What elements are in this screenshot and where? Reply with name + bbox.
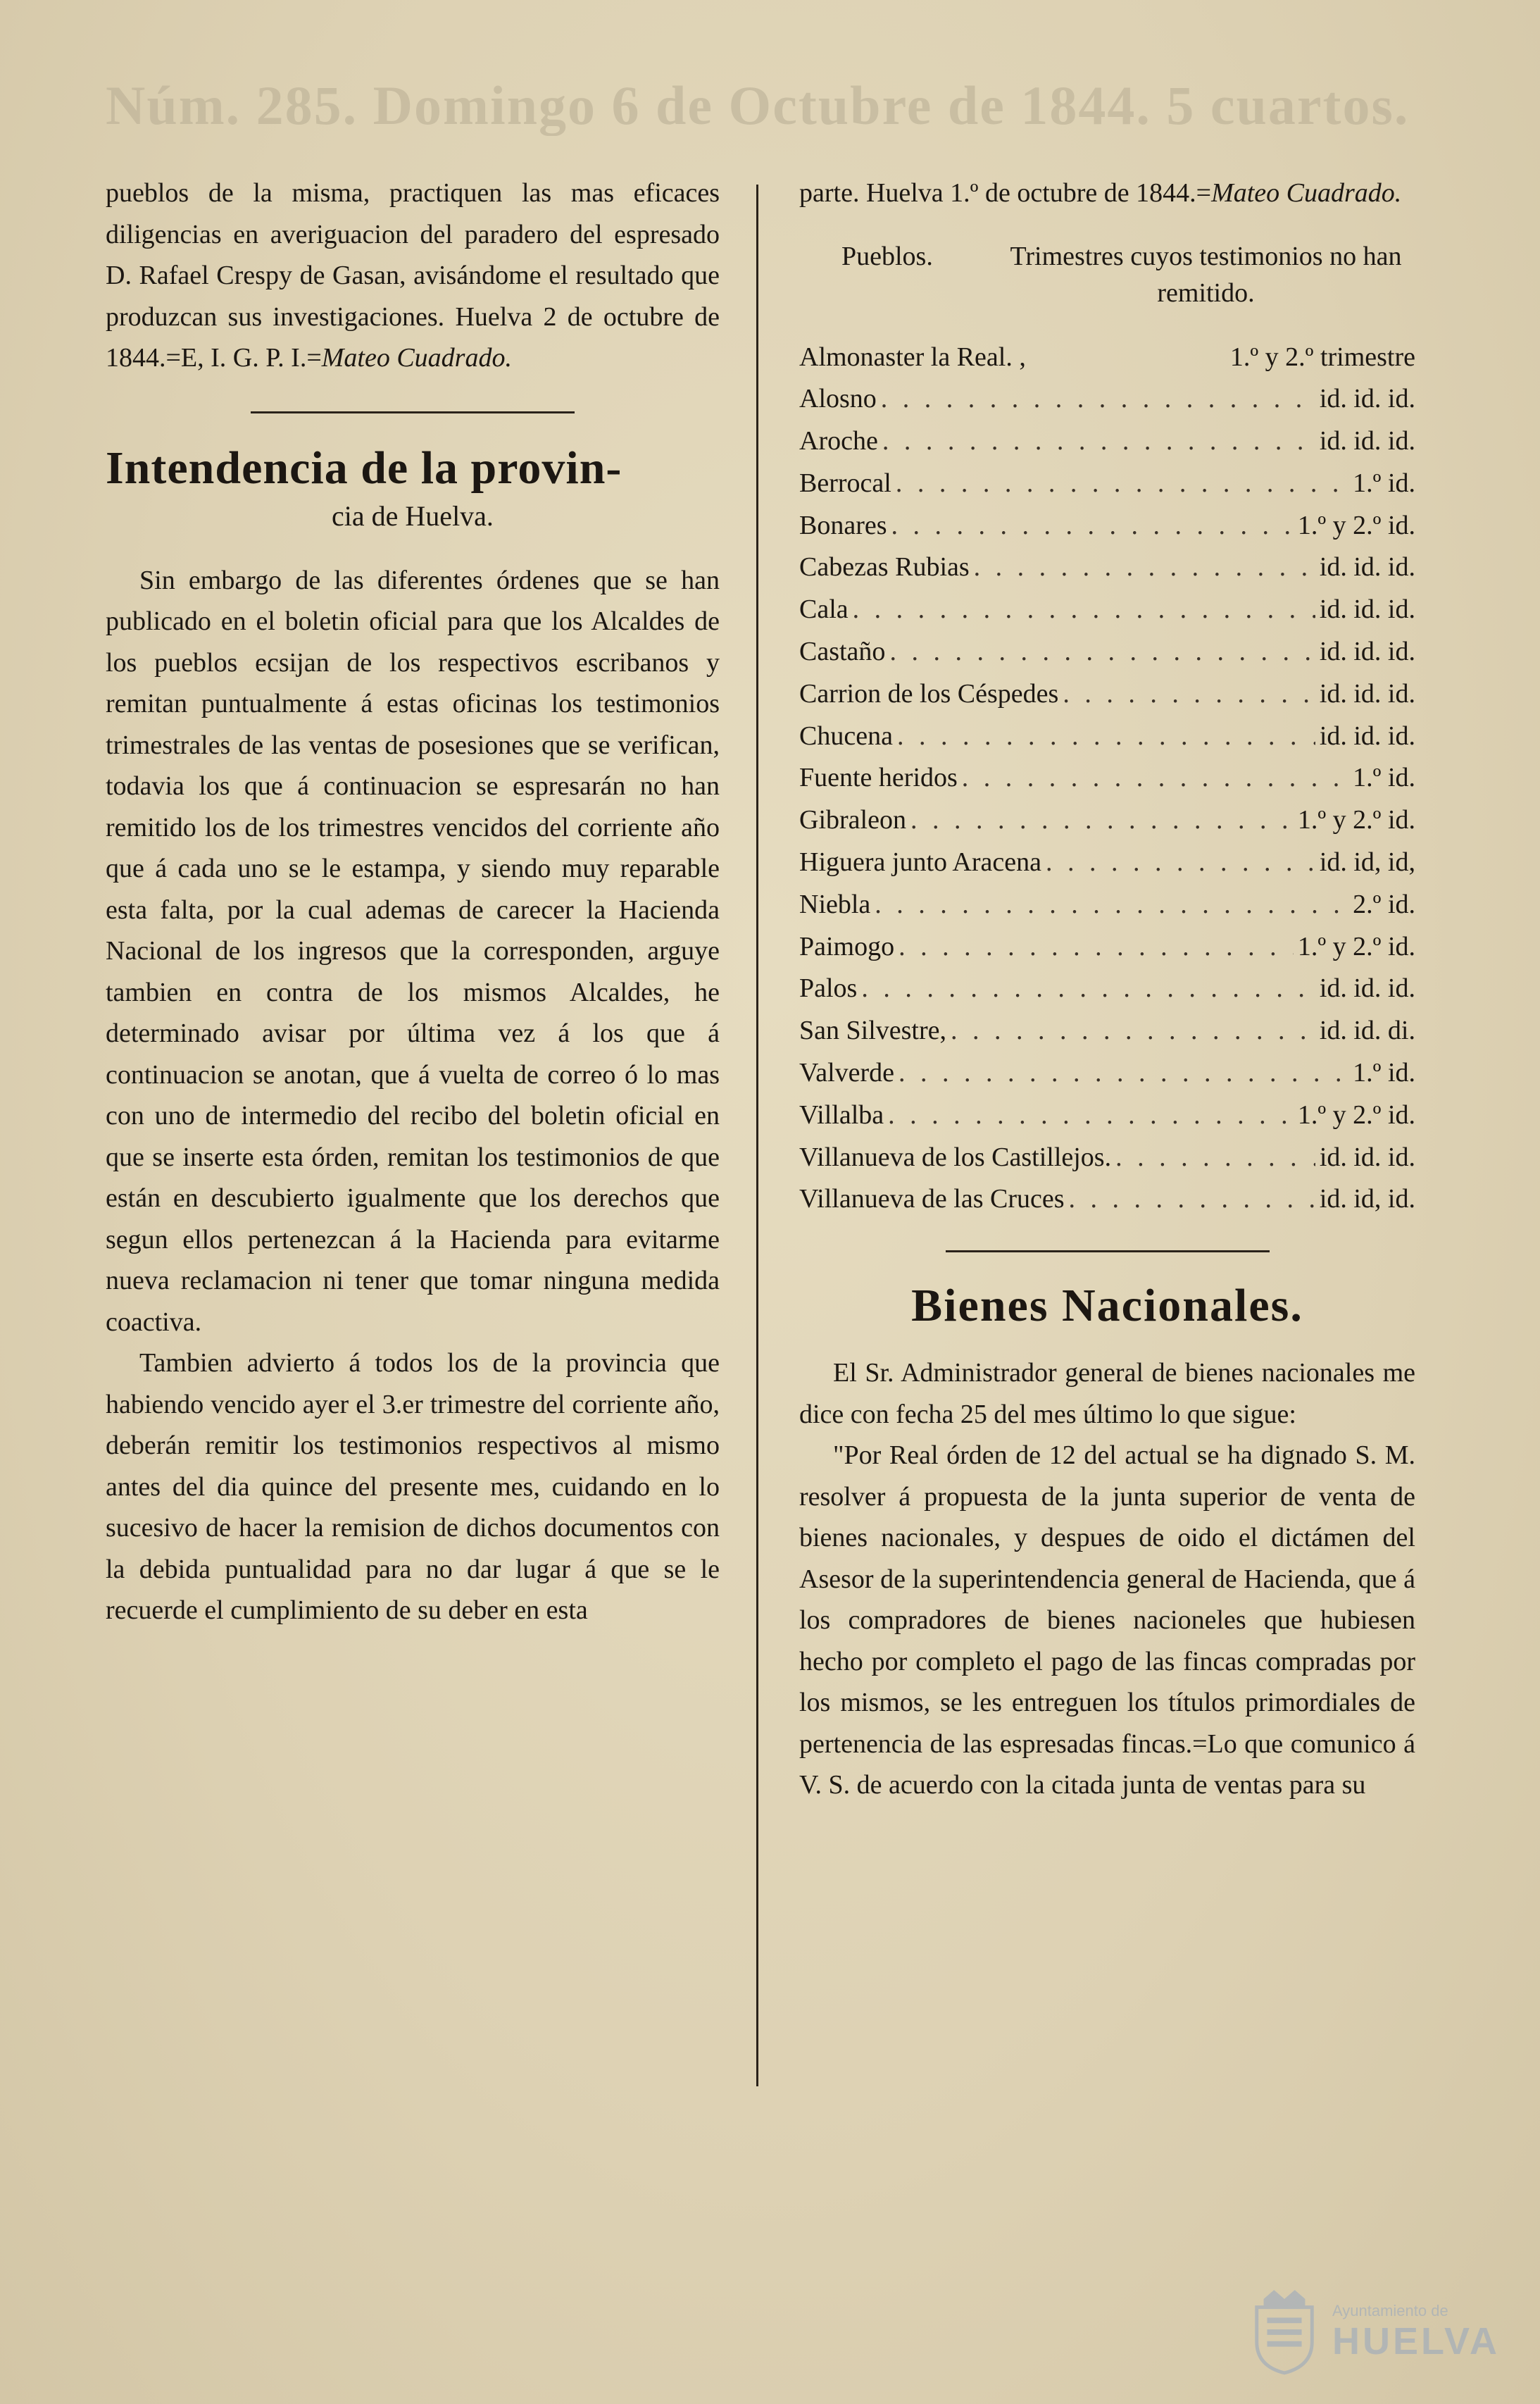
leader-dots — [861, 968, 1315, 1010]
town-name: Alosno — [799, 384, 877, 414]
table-header-pueblos: Pueblos. — [841, 241, 933, 271]
table-row — [799, 757, 1415, 799]
quarters-value: id. id, id. — [1319, 1184, 1415, 1214]
table-row — [799, 547, 1415, 589]
right-signature: Mateo Cuadrado. — [1211, 178, 1402, 208]
table-row — [799, 1178, 1415, 1221]
table-row — [799, 337, 1415, 379]
column-divider — [756, 185, 758, 2086]
quarters-value: id. id. id. — [1319, 552, 1415, 583]
town-name: Carrion de los Céspedes — [799, 678, 1059, 709]
quarters-value: 1.º y 2.º id. — [1297, 510, 1415, 540]
quarters-value: id. id. id. — [1319, 721, 1415, 751]
table-row — [799, 673, 1415, 716]
town-name: San Silvestre, — [799, 1016, 946, 1046]
leader-dots — [891, 505, 1294, 547]
town-name: Villalba — [799, 1100, 884, 1130]
section-title-intendencia: Intendencia de la provin- — [106, 442, 622, 494]
leader-dots — [1046, 842, 1315, 884]
table-row — [799, 589, 1415, 631]
leader-dots — [896, 463, 1348, 505]
section-separator — [946, 1250, 1270, 1252]
town-name: Gibraleon — [799, 805, 906, 835]
table-row — [799, 799, 1415, 842]
leader-dots — [899, 1052, 1348, 1095]
town-name: Cala — [799, 594, 849, 625]
leader-dots — [889, 631, 1315, 673]
quarters-value: id. id. id. — [1319, 637, 1415, 667]
quarters-value: id. id. id. — [1319, 678, 1415, 709]
quarters-value: id. id. id. — [1319, 973, 1415, 1004]
town-name: Palos — [799, 973, 858, 1004]
town-name: Almonaster la Real. , — [799, 342, 1026, 372]
table-header-trimestres: Trimestres cuyos testimonios no han remitido. — [1010, 241, 1402, 308]
leader-dots — [888, 1095, 1294, 1137]
quarters-value: 1.º id. — [1353, 468, 1415, 498]
table-row — [799, 378, 1415, 421]
leader-dots — [882, 421, 1315, 463]
table-row — [799, 421, 1415, 463]
quarters-value: id. id. di. — [1319, 1016, 1415, 1046]
bienes-paragraph-1: El Sr. Administrador general de bienes nacionales me dice con fecha 25 del mes último lo que sigue: — [799, 1358, 1415, 1429]
town-name: Villanueva de los Castillejos. — [799, 1142, 1112, 1172]
left-signature: Mateo Cuadrado. — [321, 343, 512, 373]
quarters-value: 1.º y 2.º id. — [1297, 805, 1415, 835]
leader-dots — [875, 884, 1348, 926]
left-continued-text: pueblos de la misma, practiquen las mas eficaces diligencias en averiguacion del paradero del espresado D. Rafael Crespy de Gasan, avisándome el resultado que produzcan sus investigaciones. Huelva 2 de octubre de 1844.=E, I. G. P. I.= — [106, 178, 720, 373]
right-continued-text: parte. Huelva 1.º de octubre de 1844.= — [799, 178, 1212, 208]
quarters-value: 2.º id. — [1353, 889, 1415, 919]
table-row — [799, 1010, 1415, 1052]
leader-dots — [1115, 1137, 1315, 1179]
table-row — [799, 884, 1415, 926]
quarters-value: 1.º y 2.º trimestre — [1229, 342, 1415, 372]
spacer — [799, 214, 1415, 234]
bienes-paragraph-2: "Por Real órden de 12 del actual se ha dignado S. M. resolver á propuesta de la junta superior de venta de bienes nacionales, y despues de oido el dictámen del Asesor de la superintendencia general de Hacienda, que á los compradores de bienes nacioneles que hubiesen hecho por completo el pago de las fincas compradas por los mismos, se les entreguen los títulos primordiales de pertenencia de las espresadas fincas.=Lo que comunico á V. S. de acuerdo con la citada junta de ventas para su — [799, 1440, 1415, 1800]
town-name: Berrocal — [799, 468, 891, 498]
town-name: Paimogo — [799, 931, 895, 961]
table-row — [799, 1052, 1415, 1095]
town-name: Castaño — [799, 637, 886, 667]
towns-table-header — [799, 238, 1415, 311]
table-row — [799, 505, 1415, 547]
leader-dots — [910, 799, 1294, 842]
quarters-value: id. id. id. — [1319, 384, 1415, 414]
left-continued-paragraph — [106, 173, 720, 379]
table-row — [799, 968, 1415, 1010]
intendencia-paragraph-1: Sin embargo de las diferentes órdenes que se han publicado en el boletin oficial para que los Alcaldes de los pueblos ecsijan de los respectivos escribanos y remitan puntualmente á estas oficinas los testimonios trimestrales de las ventas de posesiones que se verifican, todavia los que á continuacion se espresarán no han remitido los de los trimestres vencidos del corriente año que á cada uno se le estampa, y siendo muy reparable esta falta, por la cual ademas de carecer la Hacienda Nacional de los ingresos que la corresponden, arguye tambien en contra de los mismos Alcaldes, he determinado avisar por última vez á los que á continuacion se anotan, que á vuelta de correo ó lo mas con uno de intermedio del recibo del boletin oficial en que se inserte esta órden, remitan los testimonios de que están en descubierto igualmente que los derechos que segun ellos pertenezcan á la Hacienda para evitarme nueva reclamacion ni tener que tomar ninguna medida coactiva. — [106, 565, 720, 1337]
table-row — [799, 631, 1415, 673]
table-row — [799, 716, 1415, 758]
intendencia-paragraph-2: Tambien advierto á todos los de la provincia que habiendo vencido ayer el 3.er trimestre del corriente año, deberán remitir los testimonios respectivos al mismo antes del dia quince del presente mes, cuidando en lo sucesivo de hacer la remision de dichos documentos con la debida puntualidad para no dar lugar á que se le recuerde el cumplimiento de su deber en esta — [106, 1348, 720, 1625]
section-separator — [251, 411, 575, 413]
leader-dots — [974, 547, 1315, 589]
bleed-through-masthead: Núm. 285. Domingo 6 de Octubre de 1844. 5 cuartos. — [106, 75, 1410, 136]
town-name: Cabezas Rubias — [799, 552, 970, 583]
quarters-value: 1.º id. — [1353, 763, 1415, 793]
town-name: Villanueva de las Cruces — [799, 1184, 1065, 1214]
town-name: Valverde — [799, 1058, 895, 1088]
section-subtitle-intendencia: cia de Huelva. — [332, 499, 494, 532]
archive-watermark — [1246, 2282, 1500, 2381]
left-column — [106, 173, 720, 1631]
table-row — [799, 1095, 1415, 1137]
town-name: Higuera junto Aracena — [799, 847, 1041, 878]
quarters-value: 1.º y 2.º id. — [1297, 931, 1415, 961]
town-name: Niebla — [799, 889, 871, 919]
town-name: Bonares — [799, 510, 887, 540]
town-name: Chucena — [799, 721, 893, 751]
quarters-value: id. id, id, — [1319, 847, 1415, 878]
table-row — [799, 463, 1415, 505]
watermark-line2: HUELVA — [1332, 2320, 1500, 2362]
leader-dots — [853, 589, 1315, 631]
town-name: Fuente heridos — [799, 763, 958, 793]
table-row — [799, 842, 1415, 884]
quarters-value: id. id. id. — [1319, 1142, 1415, 1172]
leader-dots — [899, 926, 1294, 969]
quarters-value: id. id. id. — [1319, 594, 1415, 625]
leader-dots — [1069, 1178, 1315, 1221]
right-column — [799, 173, 1415, 1806]
leader-dots — [897, 716, 1315, 758]
quarters-value: 1.º id. — [1353, 1058, 1415, 1088]
watermark-line1: Ayuntamiento de — [1332, 2302, 1448, 2319]
town-name: Aroche — [799, 426, 878, 456]
leader-dots — [951, 1010, 1315, 1052]
city-crest-icon — [1246, 2286, 1322, 2377]
spacer — [799, 1333, 1415, 1352]
towns-table — [799, 337, 1415, 1221]
leader-dots — [881, 378, 1315, 421]
table-row — [799, 926, 1415, 969]
right-continued-paragraph — [799, 173, 1415, 214]
watermark-text — [1332, 2301, 1500, 2362]
section-title-bienes: Bienes Nacionales. — [911, 1280, 1303, 1332]
quarters-value: id. id. id. — [1319, 426, 1415, 456]
leader-dots — [962, 757, 1348, 799]
quarters-value: 1.º y 2.º id. — [1297, 1100, 1415, 1130]
leader-dots — [1063, 673, 1315, 716]
table-row — [799, 1137, 1415, 1179]
